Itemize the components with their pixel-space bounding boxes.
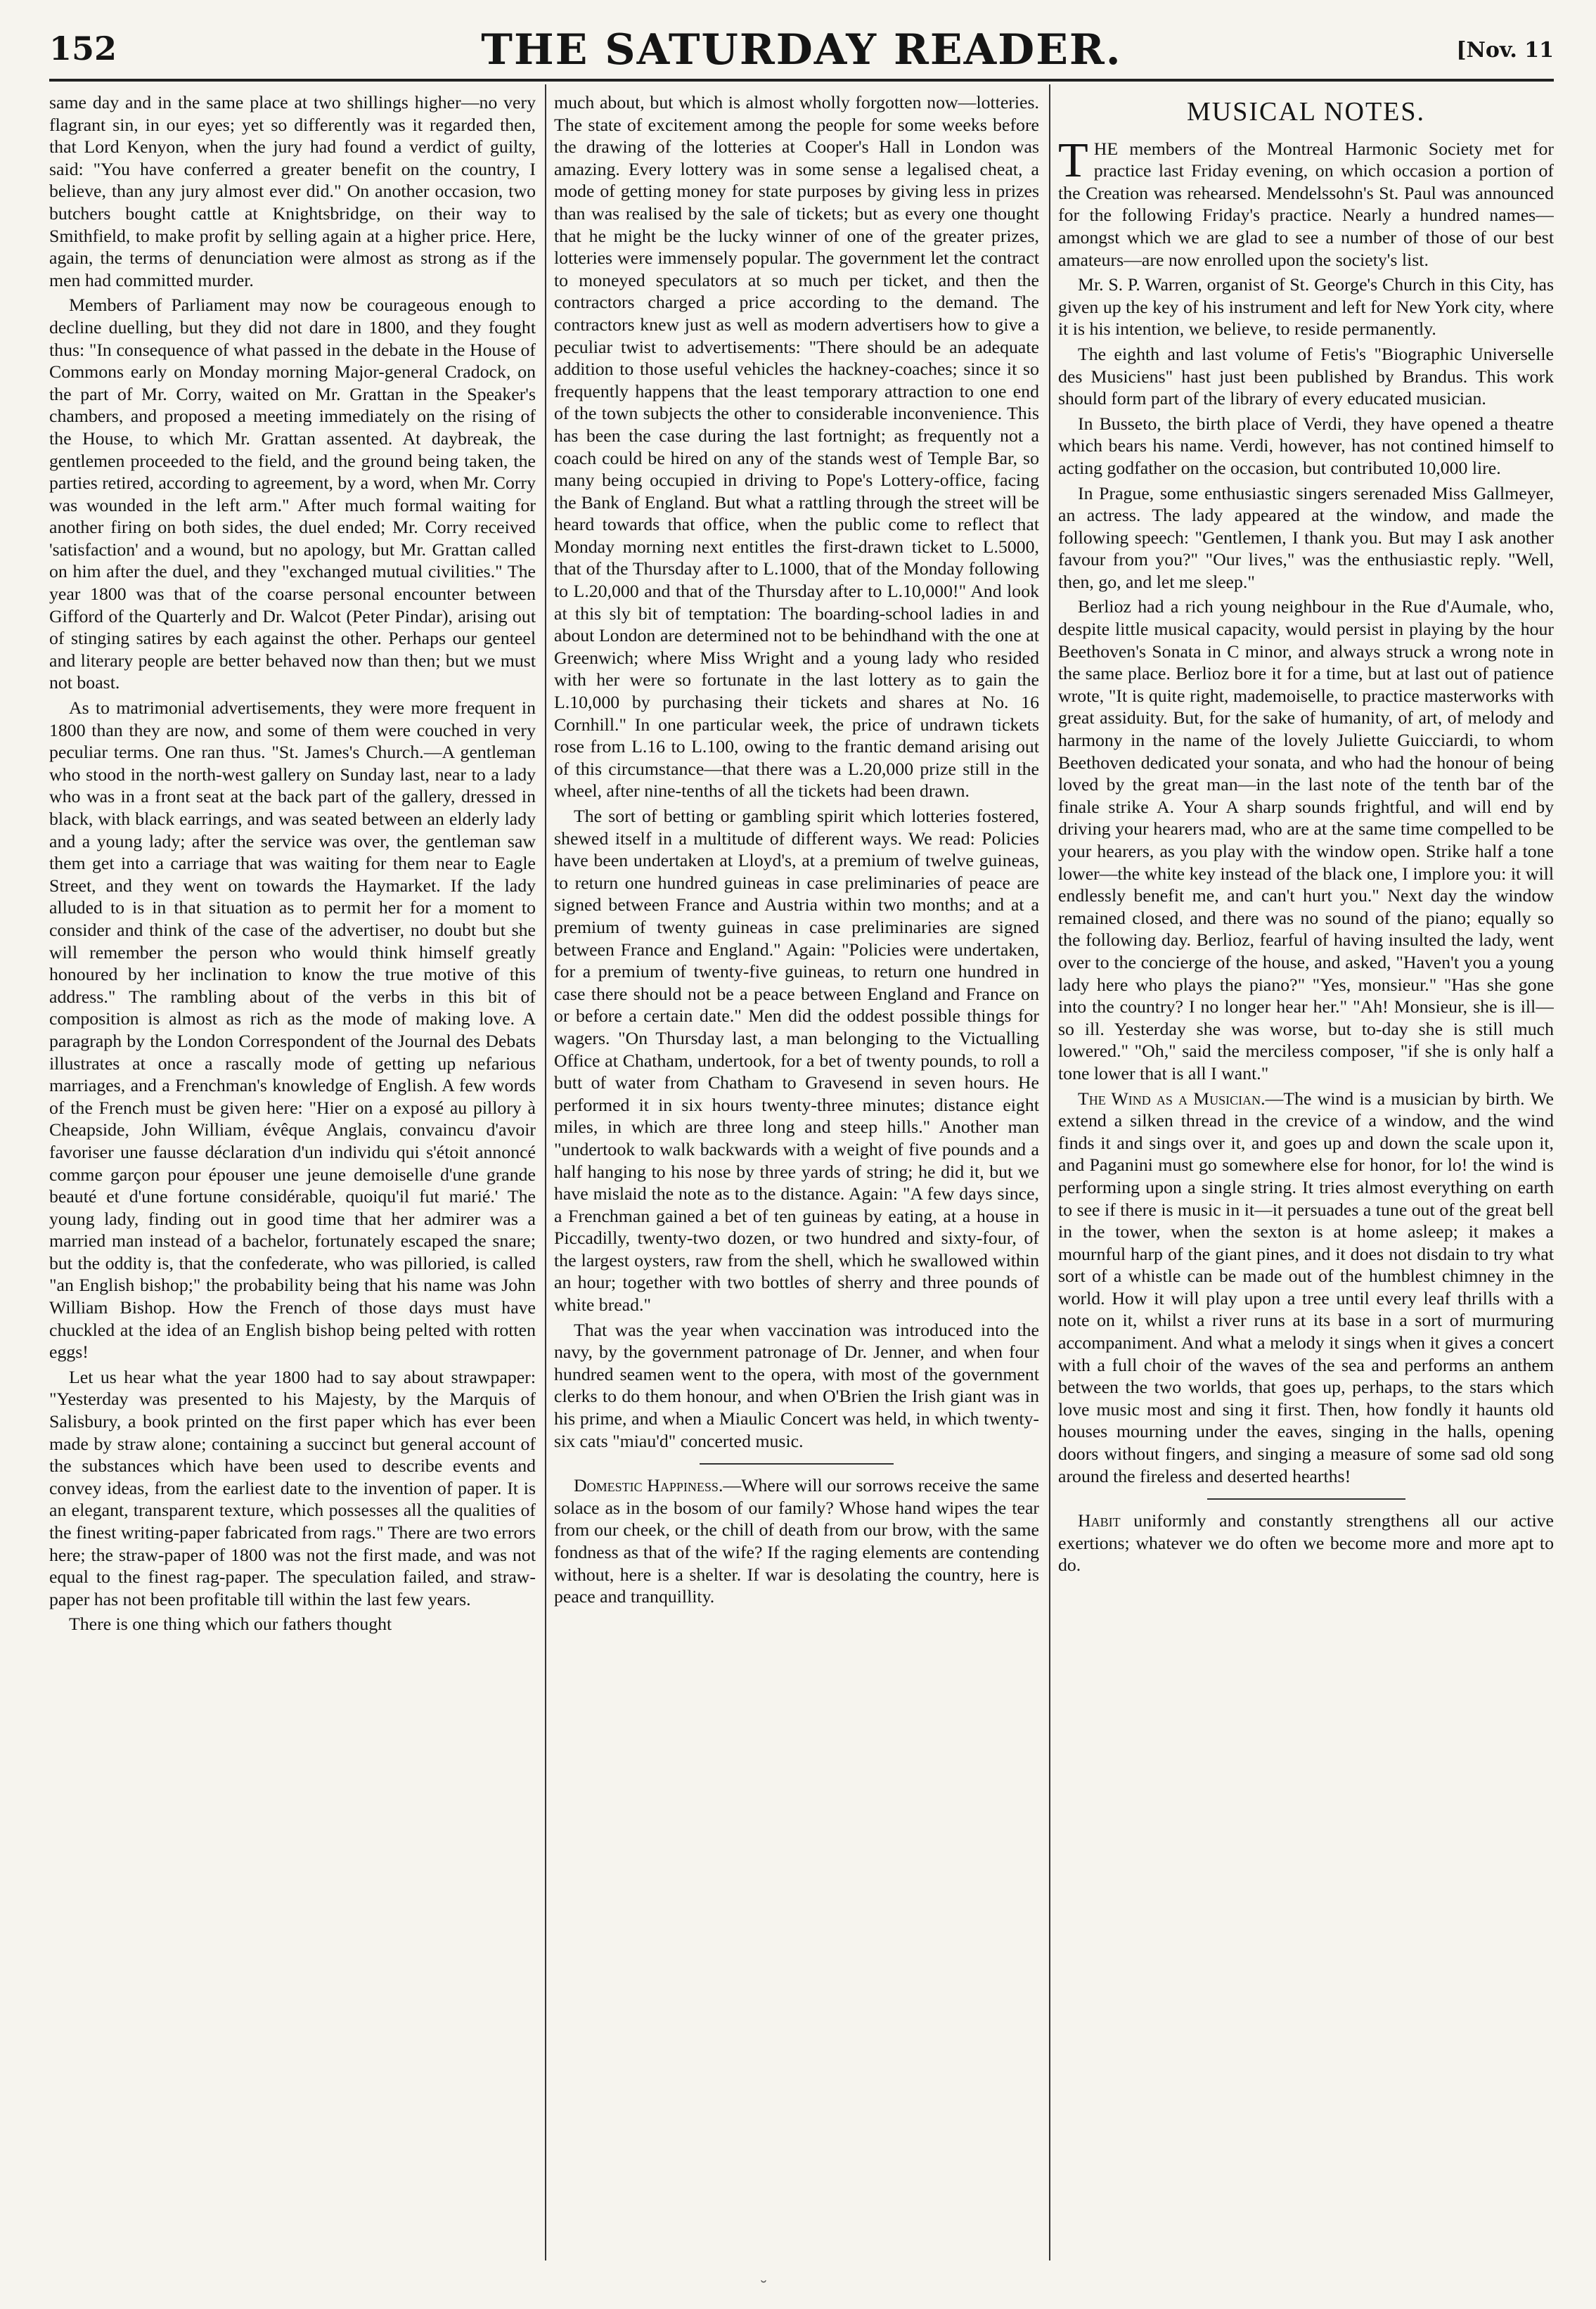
article-paragraph: Members of Parliament may now be courageous enough to decline duelling, but they did not dare in 1800, and they fought thus: "In consequence of what passed in the debate in the House of Commons early on Monday morning Major-general Cradock, on the part of Mr. Corry, waited on Mr. Grattan in the Speaker's chambers, and proposed a meeting immediately on the rising of the House, to which Mr. Grattan assented. At daybreak, the gentlemen proceeded to the field, and the ground being taken, the parties retired, according to agreement, by a word, when Mr. Corry was wounded in the left arm." After much formal waiting for another firing on both sides, the duel ended; Mr. Corry received 'satisfaction' and a wound, but no apology, but Mr. Grattan called on him after the duel, and they "exchanged mutual civilities." The year 1800 was that of the coarse personal encounter between Gifford of the Quarterly and Dr. Walcot (Peter Pindar), arising out of stinging satires by each against the other. Perhaps our genteel and literary people are better behaved now than then; but we must not boast.	[49, 295, 536, 693]
domestic-happiness-paragraph	[554, 1474, 1039, 1608]
domestic-happiness-text: —Where will our sorrows receive the same solace as in the bosom of our family? Whose hand wipes the tear from our cheek, or the chill of death from our brow, with the same fondness as that of the wife? If the raging elements are contending without, here is a shelter. If war is desolating the country, here is peace and tranquillity.	[554, 1475, 1039, 1607]
music-note-paragraph: Berlioz had a rich young neighbour in the Rue d'Aumale, who, despite little musical capacity, would persist in playing by the hour Beethoven's Sonata in C minor, and always struck a wrong note in the same place. Berlioz bore it for a time, but at last out of patience wrote, "It is quite right, mademoiselle, to practice masterworks with great assiduity. But, for the sake of humanity, of art, of melody and harmony in the name of the lovely Juliette Guicciardi, to whom Beethoven dedicated your sonata, and who had the honour of being loved by the great man—in the last note of the tenth bar of the finale strike A. Your A sharp sounds frightful, and will end by driving your hearers mad, who are at the same time compelled to be your hearers, as you play with the window open. Strike half a tone lower—the white key instead of the black one, I implore you: it will endlessly benefit me, and can't hurt you." Next day the window remained closed, and there was no sound of the piano; equally so the following day. Berlioz, fearful of having insulted the lady, went over to the concierge of the house, and asked, "Haven't you a young lady here who plays the piano?" "Yes, monsieur." "Has she gone into the country? I no longer hear her." "Ah! Monsieur, she is ill—so ill. Yesterday she was worse, but to-day she is still much lowered." "Oh," said the merciless composer, "if she is only half a tone lower that is all I want."	[1058, 596, 1554, 1083]
article-paragraph: The sort of betting or gambling spirit which lotteries fostered, shewed itself in a multitude of different ways. We read: Policies have been undertaken at Lloyd's, at a premium of twelve guineas, to return one hundred guineas in case preliminaries of peace are signed between France and Austria within two months; and at a premium of twenty guineas in case preliminaries are signed between France and England." Again: "Policies were undertaken, for a premium of twenty-five guineas, to return one hundred in case there should not be a peace between England and France on or before a certain date." Men did the oddest possible things for wagers. "On Thursday last, a man belonging to the Victualling Office at Chatham, undertook, for a bet of twenty pounds, to roll a butt of water from Chatham to Gravesend in seven hours. He performed it in six hours twenty-three minutes; distance eight miles, in which are three long and steep hills." Another man "undertook to walk backwards with a weight of five pounds and a half hanging to his nose by three yards of string; he did it, but we have mislaid the note as to the distance. Again: "A few days since, a Frenchman gained a bet of ten guineas by eating, at a house in Piccadilly, twenty-two dozen, or two hundred and sixty-four, of the largest oysters, raw from the shell, which he swallowed within an hour; together with two bottles of sherry and three pounds of white bread."	[554, 806, 1039, 1316]
column-divider-2	[1049, 84, 1050, 2260]
column-3	[1058, 91, 1554, 2257]
section-divider	[700, 1463, 894, 1465]
first-paragraph-text: HE members of the Montreal Harmonic Society met for practice last Friday evening, on which occasion a portion of the Creation was rehearsed. Mendelssohn's St. Paul was announced for the following Friday's practice. Nearly a hundred names—amongst which we are glad to see a number of those of our best amateurs—are now enrolled upon the society's list.	[1058, 138, 1554, 270]
domestic-happiness-heading: Domestic Happiness.	[574, 1475, 723, 1496]
habit-paragraph	[1058, 1510, 1554, 1576]
musical-notes-title: MUSICAL NOTES.	[1186, 97, 1426, 127]
habit-text: uniformly and constantly strengthens all our active exertions; whatever we do often we become more and more apt to do.	[1058, 1510, 1554, 1576]
article-paragraph: much about, but which is almost wholly forgotten now—lotteries. The state of excitement among the people for some weeks before the drawing of the lotteries at Cooper's Hall in London was amazing. Every lottery was in some sense a legalised cheat, a mode of getting money for state purposes by giving less in prizes than was realised by the sale of tickets; but as every one thought that he might be the lucky winner of one of the greater prizes, lotteries were immensely popular. The government let the contract to moneyed speculators at so much per ticket, and then the contractors charged a price according to the demand. The contractors knew just as well as modern advertisers how to give a peculiar twist to advertisements: "There should be an adequate addition to those useful vehicles the hackney-coaches; since it so frequently happens that the least temporary attraction to one end of the town subjects the other to considerable inconvenience. This has been the case during the last fortnight; as frequently not a coach could be hired on any of the stands west of Temple Bar, so many being occupied in driving to Pope's Lottery-office, facing the Bank of England. But what a rattling through the street will be heard towards that office, when the public come to reflect that Monday morning next entitles the first-drawn ticket to L.5000, that of the Thursday after to L.1000, that of the Monday following to L.20,000 and that of the Thursday after to L.10,000!" And look at this sly bit of temptation: The boarding-school ladies in and about London are determined not to be behindhand with the one at Greenwich; where Miss Wright and a young lady who resided with her were so fortunate in the last lottery as to gain the L.10,000 by purchasing their tickets and shares at No. 16 Cornhill." In one particular week, the price of undrawn tickets rose from L.16 to L.100, owing to the frantic demand arising out of this circumstance—that there was a L.20,000 prize still in the wheel, after nine-tenths of all the tickets had been drawn.	[554, 92, 1039, 802]
page-number: 152	[49, 30, 117, 67]
article-paragraph: That was the year when vaccination was introduced into the navy, by the government patronage of Dr. Jenner, and when four hundred seamen went to the opera, with most of the government clerks to do them honour, and when O'Brien the Irish giant was in his prime, and when a Miaulic Concert was held, in which twenty-six cats "miau'd" concerted music.	[554, 1319, 1039, 1451]
column-2	[554, 91, 1039, 2257]
wind-musician-text: —The wind is a musician by birth. We extend a silken thread in the crevice of a window, and the wind finds it and sings over it, and goes up and down the scale upon it, and Paganini must go somewhere else for honor, for lo! the wind is performing upon a single string. It tries almost everything on earth to see if there is music in it—it persuades a tune out of the great bell in the tower, when the sexton is at home asleep; it makes a mournful harp of the giant pines, and it does not disdain to try what sort of a whistle can be made out of the humblest chimney in the world. How it will play upon a tree until every leaf thrills with a note on it, whilst a river runs at its base in a sort of murmuring accompaniment. And what a melody it sings when it gives a concert with a full choir of the waves of the sea and performs an anthem between the two worlds, that goes up, perhaps, to the stars which love music most and sing it first. Then, how fondly it haunts old houses mourning under the eaves, singing in the halls, opening doors without fingers, and singing a measure of some sad old song around the fireless and deserted hearths!	[1058, 1088, 1554, 1486]
masthead-title: THE SATURDAY READER.	[481, 25, 1122, 75]
issue-date: [Nov. 11	[1456, 38, 1554, 63]
page-header	[49, 21, 1554, 77]
music-note-paragraph: In Prague, some enthusiastic singers serenaded Miss Gallmeyer, an actress. The lady appeared at the window, and made the following speech: "Gentlemen, I thank you. But may I ask another favour from you?" "Our lives," was the enthusiastic reply. "Well, then, go, and let me sleep."	[1058, 482, 1554, 592]
music-note-paragraph: Mr. S. P. Warren, organist of St. George's Church in this City, has given up the key of his instrument and left for New York city, where it is his intention, we believe, to reside permanently.	[1058, 274, 1554, 340]
article-paragraph: same day and in the same place at two shillings higher—no very flagrant sin, in our eyes; yet so differently was it regarded then, that Lord Kenyon, when the jury had found a verdict of guilty, said: "You have conferred a greater benefit on the country, I believe, than any jury almost ever did." On another occasion, two butchers bought cattle at Knightsbridge, on their way to Smithfield, to make profit by selling again at a higher price. Here, again, the terms of denunciation were almost as strong as if the men had committed murder.	[49, 92, 536, 290]
music-note-paragraph: In Busseto, the birth place of Verdi, they have opened a theatre which bears his name. Verdi, however, has not contined himself to acting godfather on the occasion, but contributed 10,000 lire.	[1058, 413, 1554, 478]
page-footer-mark: ˘	[759, 2278, 768, 2298]
drop-cap: T	[1058, 133, 1088, 188]
habit-heading: Habit	[1078, 1510, 1121, 1531]
wind-musician-paragraph	[1058, 1088, 1554, 1488]
column-1	[49, 91, 536, 2257]
header-rule	[49, 79, 1554, 82]
article-paragraph: Let us hear what the year 1800 had to say about strawpaper: "Yesterday was presented to his Majesty, by the Marquis of Salisbury, a book printed on the first paper which has ever been made by straw alone; containing a succinct but general account of the substances which have been used to describe events and convey ideas, from the earliest date to the invention of paper. It is an elegant, transparent texture, which possesses all the qualities of the finest writing-paper fabricated from rags." There are two errors here; the straw-paper of 1800 was not the first made, and was not equal to the finest rag-paper. The speculation failed, and straw-paper has not been profitable till within the last few years.	[49, 1366, 536, 1609]
column-divider-1	[545, 84, 546, 2260]
article-paragraph: There is one thing which our fathers thought	[69, 1614, 392, 1635]
article-paragraph: As to matrimonial advertisements, they were more frequent in 1800 than they are now, and some of them were couched in very peculiar terms. One ran thus. "St. James's Church.—A gentleman who stood in the north-west gallery on Sunday last, near to a lady who was in a front seat at the back part of the gallery, dressed in black, with black earrings, and was seated between an elderly lady and a young lady; after the service was over, the gentleman saw them get into a carriage that was waiting for them near to Eagle Street, and they went on towards the Haymarket. If the lady alluded to is in that situation as to permit her for a moment to consider and think of the case of the advertiser, no doubt but she will remember the person who would think himself greatly honoured by her inclination to know the true motive of this address." The rambling about of the verbs in this bit of composition is almost as rich as the mode of making love. A paragraph by the London Correspondent of the Journal des Debats illustrates at once a rascally mode of getting up nefarious marriages, and a Frenchman's knowledge of English. A few words of the French must be given here: "Hier on a exposé au pillory à Cheapside, John William, évêque Anglais, convaincu d'avoir favoriser une fausse déclaration d'un individu qui s'étoit annoncé comme garçon pour épouser une jeune demoiselle d'une grande beauté et d'une fortune considérable, quoiqu'il fut marié.' The young lady, finding out in good time that her admirer was a married man instead of a bachelor, fortunately escaped the snare; but the oddity is, that the confederate, who was pilloried, is called "an English bishop;" the probability being that his name was John William Bishop. How the French of those days must have chuckled at the idea of an English bishop being pelted with rotten eggs!	[49, 697, 536, 1363]
musical-notes-first-paragraph	[1058, 133, 1554, 271]
music-note-paragraph: The eighth and last volume of Fetis's "Biographic Universelle des Musiciens" hast just been published by Brandus. This work should form part of the library of every educated musician.	[1058, 343, 1554, 409]
section-divider	[1207, 1498, 1405, 1500]
wind-musician-heading: The Wind as a Musician.	[1078, 1088, 1266, 1109]
